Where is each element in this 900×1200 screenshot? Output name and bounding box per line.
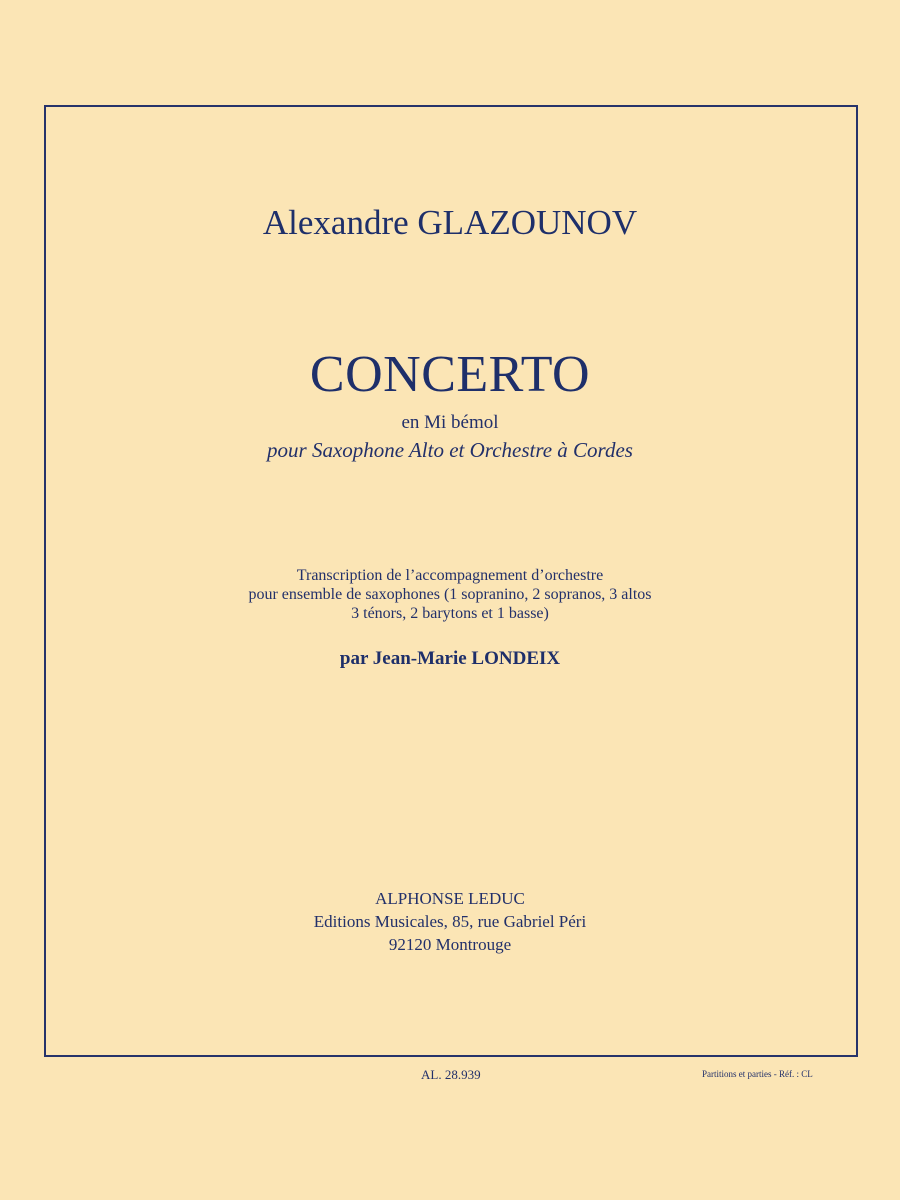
catalog-number: AL. 28.939 — [421, 1067, 481, 1082]
transcription-line-2: pour ensemble de saxophones (1 sopranino, 2 sopranos, 3 altos — [248, 586, 652, 603]
publisher-name: ALPHONSE LEDUC — [375, 889, 525, 908]
composer-name: Alexandre GLAZOUNOV — [262, 203, 638, 242]
arranger-credit: par Jean-Marie LONDEIX — [339, 648, 561, 669]
reference-note: Partitions et parties - Réf. : CL — [702, 1069, 813, 1079]
publisher-address: Editions Musicales, 85, rue Gabriel Péri — [313, 912, 587, 931]
transcription-line-1: Transcription de l’accompagnement d’orchestre — [296, 567, 604, 584]
work-title: CONCERTO — [309, 346, 591, 403]
transcription-line-3: 3 ténors, 2 barytons et 1 basse) — [351, 605, 549, 622]
transcription-note — [0, 566, 900, 623]
work-key: en Mi bémol — [401, 412, 499, 433]
publisher-block — [0, 887, 900, 956]
publisher-city: 92120 Montrouge — [388, 935, 512, 954]
instrumentation-line: pour Saxophone Alto et Orchestre à Cordes — [267, 438, 633, 462]
